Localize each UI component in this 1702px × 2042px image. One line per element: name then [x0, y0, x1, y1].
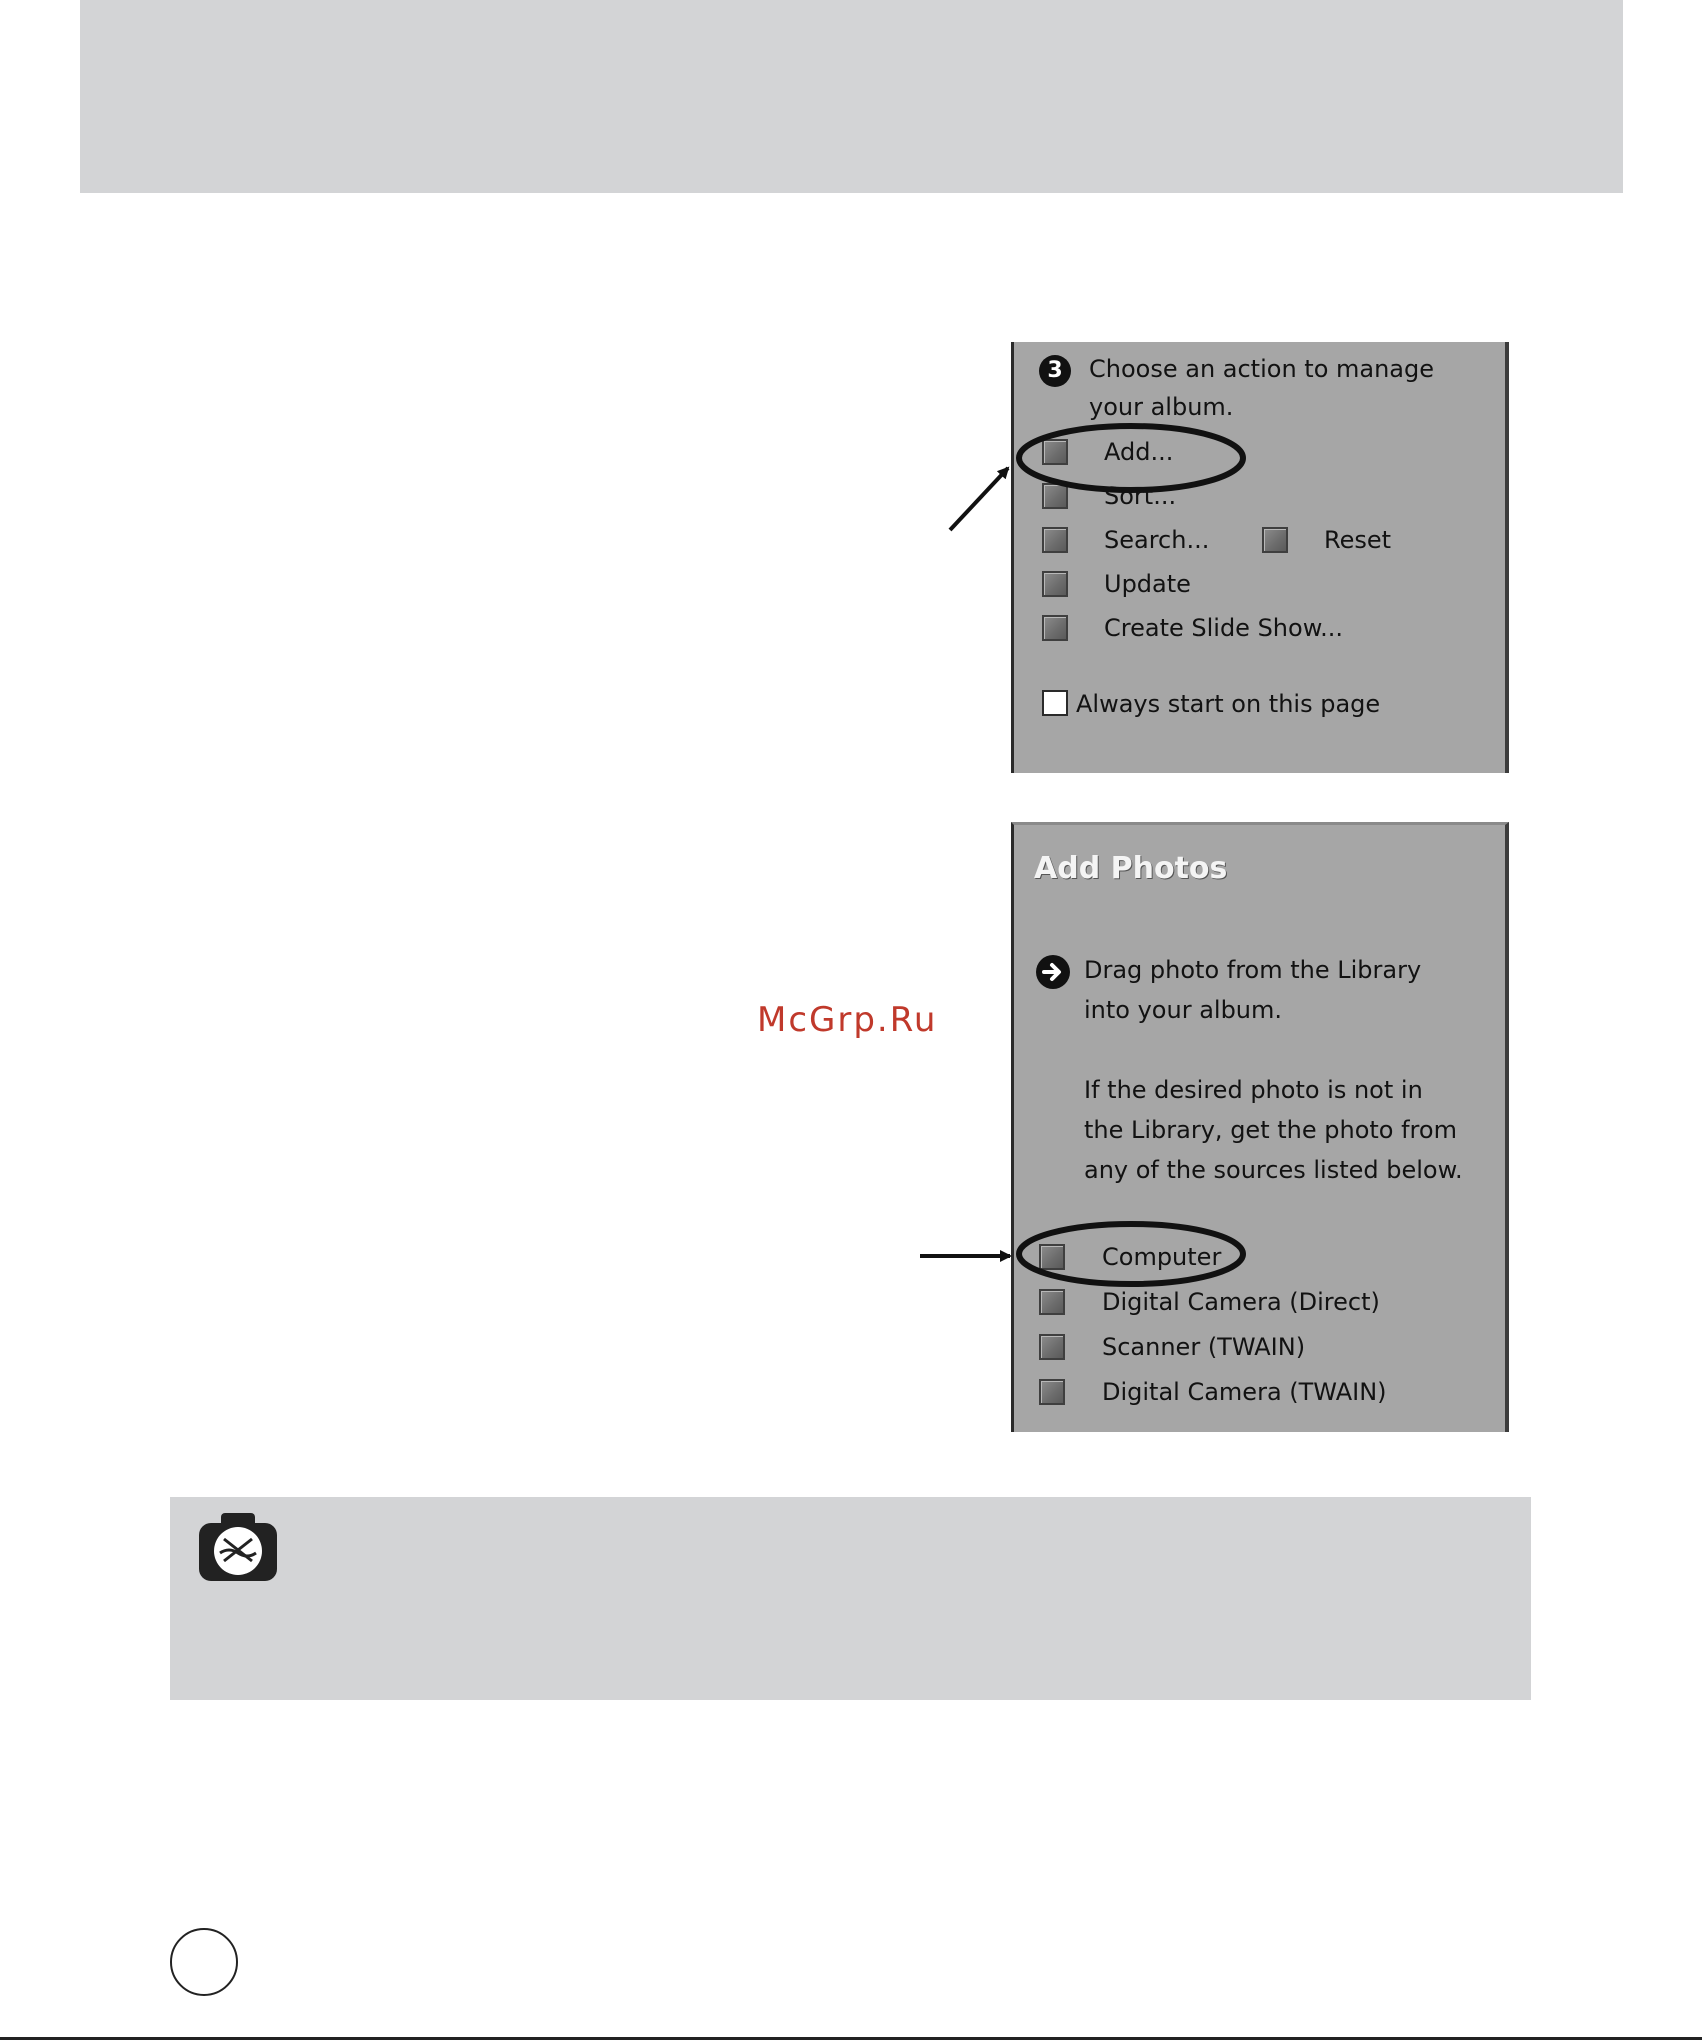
manage-instruction-line1: Choose an action to manage: [1089, 355, 1435, 383]
camera-note-icon: [197, 1511, 279, 1583]
camera-direct-source-label[interactable]: Digital Camera (Direct): [1102, 1288, 1380, 1316]
bottom-rule: [0, 2037, 1702, 2040]
camera-twain-source-label[interactable]: Digital Camera (TWAIN): [1102, 1378, 1387, 1406]
scanner-source-label[interactable]: Scanner (TWAIN): [1102, 1333, 1306, 1361]
page-number-circle: [170, 1928, 238, 1996]
step-number-icon: 3: [1039, 355, 1071, 387]
slideshow-action-label[interactable]: Create Slide Show...: [1104, 614, 1344, 642]
always-start-label: Always start on this page: [1076, 690, 1381, 718]
info-line2: the Library, get the photo from: [1084, 1116, 1457, 1144]
sort-action-label[interactable]: Sort...: [1104, 482, 1177, 510]
drag-instruction-line2: into your album.: [1084, 996, 1283, 1024]
computer-source-label[interactable]: Computer: [1102, 1243, 1222, 1271]
manage-instruction-line2: your album.: [1089, 393, 1234, 421]
computer-highlight-ellipse: [1019, 1224, 1243, 1284]
add-highlight-ellipse: [1019, 426, 1243, 490]
watermark-text: McGrp.Ru: [757, 1000, 938, 1040]
info-line3: any of the sources listed below.: [1084, 1156, 1463, 1184]
search-action-label[interactable]: Search...: [1104, 526, 1210, 554]
callout-arrow-icon: [950, 468, 1008, 530]
add-photos-title: Add Photos: [1034, 851, 1228, 886]
reset-action-label[interactable]: Reset: [1324, 526, 1392, 554]
drag-instruction-line1: Drag photo from the Library: [1084, 956, 1422, 984]
info-line1: If the desired photo is not in: [1084, 1076, 1423, 1104]
update-action-label[interactable]: Update: [1104, 570, 1191, 598]
tip-box: [170, 1497, 1531, 1700]
add-action-label[interactable]: Add...: [1104, 438, 1174, 466]
